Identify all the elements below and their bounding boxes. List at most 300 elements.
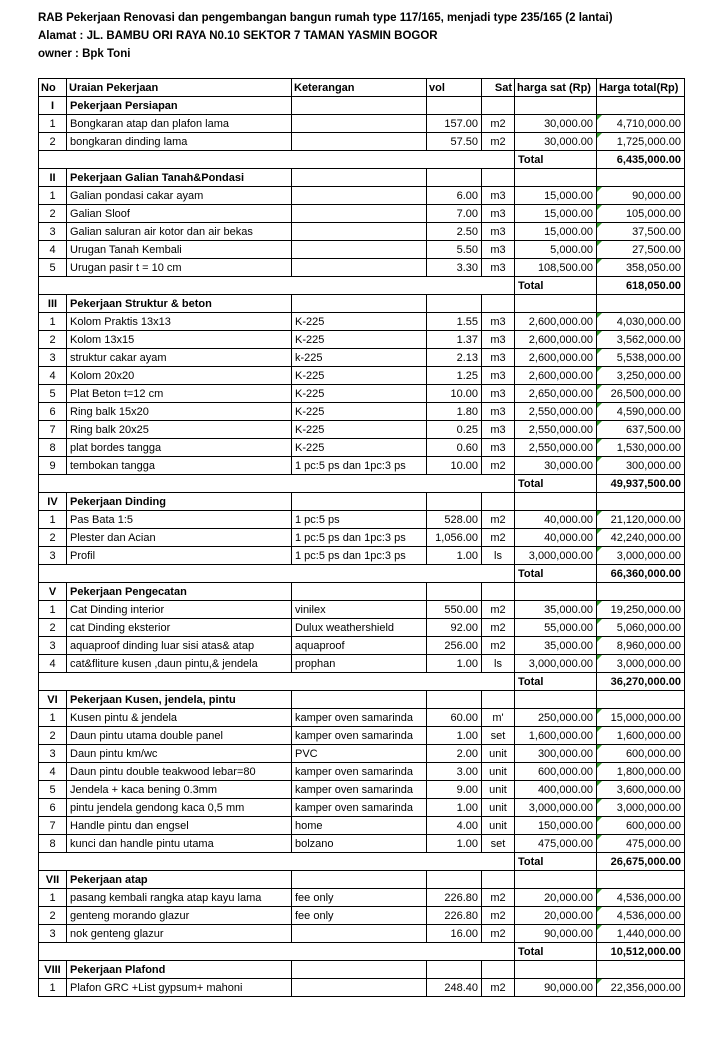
cell-harga-total [597, 349, 685, 367]
harga-total-text: 15,000,000.00 [610, 711, 681, 724]
cell-sat: m2 [482, 907, 515, 925]
cell-keterangan [292, 979, 427, 997]
cell-harga-total [597, 763, 685, 781]
excel-error-marker-icon [597, 223, 602, 228]
harga-total-text: 4,710,000.00 [616, 117, 681, 130]
cell-keterangan: 1 pc:5 ps dan 1pc:3 ps [292, 547, 427, 565]
cell-vol: 1,056.00 [427, 529, 482, 547]
cell-vol: 226.80 [427, 907, 482, 925]
section-numeral: VII [39, 871, 67, 889]
section-empty-cell [515, 97, 597, 115]
section-empty-cell [597, 295, 685, 313]
section-numeral: III [39, 295, 67, 313]
cell-harga-total [597, 259, 685, 277]
total-label-cell: Total [515, 151, 597, 169]
item-row [39, 439, 685, 457]
cell-sat: m' [482, 709, 515, 727]
cell-vol: 1.00 [427, 835, 482, 853]
excel-error-marker-icon [597, 187, 602, 192]
section-empty-cell [292, 493, 427, 511]
item-row [39, 259, 685, 277]
section-numeral: II [39, 169, 67, 187]
excel-error-marker-icon [597, 763, 602, 768]
section-empty-cell [482, 169, 515, 187]
section-title: Pekerjaan Struktur & beton [67, 295, 292, 313]
excel-error-marker-icon [597, 439, 602, 444]
cell-keterangan: bolzano [292, 835, 427, 853]
cell-uraian: aquaproof dinding luar sisi atas& atap [67, 637, 292, 655]
cell-uraian: Kolom 20x20 [67, 367, 292, 385]
cell-no: 1 [39, 187, 67, 205]
cell-sat: m3 [482, 259, 515, 277]
item-row [39, 889, 685, 907]
cell-uraian: Plat Beton t=12 cm [67, 385, 292, 403]
section-total-row [39, 943, 685, 961]
cell-no: 3 [39, 349, 67, 367]
cell-vol: 1.00 [427, 547, 482, 565]
cell-no: 1 [39, 889, 67, 907]
column-header-vol: vol [427, 79, 482, 97]
cell-harga-sat: 40,000.00 [515, 529, 597, 547]
section-empty-cell [427, 961, 482, 979]
cell-vol: 10.00 [427, 385, 482, 403]
cell-uraian: cat Dinding eksterior [67, 619, 292, 637]
cell-uraian: Handle pintu dan engsel [67, 817, 292, 835]
cell-uraian: Kolom 13x15 [67, 331, 292, 349]
section-header-row [39, 169, 685, 187]
cell-vol: 1.00 [427, 799, 482, 817]
cell-harga-sat: 20,000.00 [515, 889, 597, 907]
section-total-row [39, 475, 685, 493]
section-empty-cell [597, 583, 685, 601]
cell-harga-total [597, 367, 685, 385]
cell-vol: 0.25 [427, 421, 482, 439]
cell-harga-total [597, 133, 685, 151]
cell-vol: 3.00 [427, 763, 482, 781]
cell-vol: 4.00 [427, 817, 482, 835]
section-empty-cell [515, 169, 597, 187]
cell-keterangan: 1 pc:5 ps dan 1pc:3 ps [292, 457, 427, 475]
harga-total-text: 1,800,000.00 [616, 765, 681, 778]
harga-total-text: 42,240,000.00 [610, 531, 681, 544]
cell-no: 5 [39, 781, 67, 799]
total-value-cell: 10,512,000.00 [597, 943, 685, 961]
cell-sat: unit [482, 817, 515, 835]
cell-sat: m3 [482, 205, 515, 223]
section-empty-cell [292, 961, 427, 979]
section-empty-cell [292, 871, 427, 889]
total-value-cell: 66,360,000.00 [597, 565, 685, 583]
harga-total-text: 3,562,000.00 [616, 333, 681, 346]
cell-harga-total [597, 619, 685, 637]
cell-harga-sat: 300,000.00 [515, 745, 597, 763]
cell-vol: 1.25 [427, 367, 482, 385]
item-row [39, 331, 685, 349]
cell-harga-total [597, 655, 685, 673]
cell-harga-total [597, 925, 685, 943]
cell-uraian: Bongkaran atap dan plafon lama [67, 115, 292, 133]
harga-total-text: 27,500.00 [632, 243, 681, 256]
harga-total-text: 22,356,000.00 [610, 981, 681, 994]
harga-total-text: 90,000.00 [632, 189, 681, 202]
cell-harga-total [597, 313, 685, 331]
cell-no: 6 [39, 799, 67, 817]
cell-sat: unit [482, 763, 515, 781]
item-row [39, 205, 685, 223]
cell-keterangan [292, 223, 427, 241]
item-row [39, 529, 685, 547]
excel-error-marker-icon [597, 403, 602, 408]
cell-sat: m3 [482, 385, 515, 403]
cell-keterangan: kamper oven samarinda [292, 781, 427, 799]
excel-error-marker-icon [597, 781, 602, 786]
cell-harga-total [597, 907, 685, 925]
section-title: Pekerjaan Persiapan [67, 97, 292, 115]
cell-harga-total [597, 817, 685, 835]
item-row [39, 511, 685, 529]
cell-harga-sat: 2,550,000.00 [515, 403, 597, 421]
harga-total-text: 5,538,000.00 [616, 351, 681, 364]
excel-error-marker-icon [597, 133, 602, 138]
cell-keterangan: k-225 [292, 349, 427, 367]
cell-vol: 1.55 [427, 313, 482, 331]
cell-keterangan: K-225 [292, 367, 427, 385]
section-empty-cell [482, 871, 515, 889]
column-header-harga-sat: harga sat (Rp) [515, 79, 597, 97]
cell-no: 3 [39, 223, 67, 241]
cell-vol: 1.37 [427, 331, 482, 349]
cell-harga-total [597, 889, 685, 907]
cell-vol: 2.13 [427, 349, 482, 367]
excel-error-marker-icon [597, 979, 602, 984]
harga-total-text: 1,530,000.00 [616, 441, 681, 454]
cell-no: 2 [39, 133, 67, 151]
cell-no: 1 [39, 979, 67, 997]
section-empty-cell [597, 493, 685, 511]
cell-harga-total [597, 205, 685, 223]
section-empty-cell [597, 691, 685, 709]
harga-total-text: 3,000,000.00 [616, 657, 681, 670]
harga-total-text: 3,000,000.00 [616, 801, 681, 814]
section-empty-cell [482, 961, 515, 979]
section-header-row [39, 295, 685, 313]
section-empty-cell [427, 97, 482, 115]
item-row [39, 655, 685, 673]
cell-keterangan: 1 pc:5 ps dan 1pc:3 ps [292, 529, 427, 547]
excel-error-marker-icon [597, 331, 602, 336]
cell-sat: ls [482, 547, 515, 565]
excel-error-marker-icon [597, 367, 602, 372]
excel-error-marker-icon [597, 529, 602, 534]
total-label-cell: Total [515, 853, 597, 871]
excel-error-marker-icon [597, 457, 602, 462]
harga-total-text: 21,120,000.00 [610, 513, 681, 526]
cell-vol: 6.00 [427, 187, 482, 205]
cell-no: 1 [39, 511, 67, 529]
cell-harga-sat: 35,000.00 [515, 601, 597, 619]
cell-harga-sat: 15,000.00 [515, 187, 597, 205]
cell-harga-total [597, 799, 685, 817]
excel-error-marker-icon [597, 115, 602, 120]
cell-harga-total [597, 979, 685, 997]
cell-harga-total [597, 439, 685, 457]
excel-error-marker-icon [597, 709, 602, 714]
cell-harga-total [597, 601, 685, 619]
section-empty-cell [515, 295, 597, 313]
harga-total-text: 3,250,000.00 [616, 369, 681, 382]
excel-error-marker-icon [597, 655, 602, 660]
total-spacer-cell [39, 475, 515, 493]
column-header-uraian: Uraian Pekerjaan [67, 79, 292, 97]
cell-keterangan: K-225 [292, 385, 427, 403]
cell-uraian: plat bordes tangga [67, 439, 292, 457]
cell-sat: m3 [482, 187, 515, 205]
cell-no: 5 [39, 259, 67, 277]
cell-keterangan: kamper oven samarinda [292, 763, 427, 781]
total-value-cell: 36,270,000.00 [597, 673, 685, 691]
cell-sat: m2 [482, 889, 515, 907]
cell-no: 4 [39, 763, 67, 781]
section-empty-cell [515, 691, 597, 709]
excel-error-marker-icon [597, 817, 602, 822]
cell-harga-sat: 2,550,000.00 [515, 421, 597, 439]
cell-uraian: tembokan tangga [67, 457, 292, 475]
section-total-row [39, 565, 685, 583]
harga-total-text: 300,000.00 [625, 459, 681, 472]
cell-uraian: Galian Sloof [67, 205, 292, 223]
cell-harga-sat: 600,000.00 [515, 763, 597, 781]
section-total-row [39, 673, 685, 691]
section-empty-cell [292, 169, 427, 187]
harga-total-text: 1,440,000.00 [616, 927, 681, 940]
item-row [39, 349, 685, 367]
cell-uraian: Daun pintu utama double panel [67, 727, 292, 745]
cell-vol: 57.50 [427, 133, 482, 151]
section-empty-cell [482, 583, 515, 601]
item-row [39, 835, 685, 853]
section-empty-cell [515, 493, 597, 511]
total-label-cell: Total [515, 565, 597, 583]
cell-keterangan: aquaproof [292, 637, 427, 655]
excel-error-marker-icon [597, 835, 602, 840]
excel-error-marker-icon [597, 385, 602, 390]
cell-uraian: Daun pintu km/wc [67, 745, 292, 763]
cell-harga-total [597, 241, 685, 259]
harga-total-text: 5,060,000.00 [616, 621, 681, 634]
cell-harga-sat: 90,000.00 [515, 979, 597, 997]
cell-keterangan [292, 259, 427, 277]
section-empty-cell [482, 691, 515, 709]
cell-no: 3 [39, 637, 67, 655]
harga-total-text: 105,000.00 [625, 207, 681, 220]
cell-no: 8 [39, 835, 67, 853]
excel-error-marker-icon [597, 637, 602, 642]
cell-sat: m3 [482, 223, 515, 241]
excel-error-marker-icon [597, 601, 602, 606]
column-header-harga-total: Harga total(Rp) [597, 79, 685, 97]
column-header-sat: Sat [482, 79, 515, 97]
document-header [38, 9, 720, 63]
cell-harga-sat: 20,000.00 [515, 907, 597, 925]
item-row [39, 817, 685, 835]
cell-harga-sat: 40,000.00 [515, 511, 597, 529]
cell-vol: 1.00 [427, 727, 482, 745]
harga-total-text: 3,000,000.00 [616, 549, 681, 562]
cell-no: 4 [39, 241, 67, 259]
section-header-row [39, 961, 685, 979]
cell-vol: 256.00 [427, 637, 482, 655]
total-spacer-cell [39, 151, 515, 169]
section-empty-cell [515, 961, 597, 979]
cell-sat: m2 [482, 619, 515, 637]
cell-sat: unit [482, 781, 515, 799]
cell-harga-sat: 2,600,000.00 [515, 313, 597, 331]
cell-no: 4 [39, 367, 67, 385]
cell-keterangan [292, 925, 427, 943]
cell-vol: 3.30 [427, 259, 482, 277]
total-spacer-cell [39, 673, 515, 691]
table-body [39, 97, 685, 997]
cell-uraian: bongkaran dinding lama [67, 133, 292, 151]
cell-no: 9 [39, 457, 67, 475]
column-header-no: No [39, 79, 67, 97]
cell-keterangan: fee only [292, 889, 427, 907]
section-empty-cell [292, 97, 427, 115]
cell-uraian: Profil [67, 547, 292, 565]
harga-total-text: 637,500.00 [625, 423, 681, 436]
cell-keterangan: kamper oven samarinda [292, 709, 427, 727]
cell-uraian: Jendela + kaca bening 0.3mm [67, 781, 292, 799]
cell-no: 3 [39, 925, 67, 943]
cell-harga-sat: 250,000.00 [515, 709, 597, 727]
cell-harga-sat: 3,000,000.00 [515, 799, 597, 817]
cell-no: 1 [39, 709, 67, 727]
cell-vol: 248.40 [427, 979, 482, 997]
cell-harga-sat: 35,000.00 [515, 637, 597, 655]
cell-no: 1 [39, 115, 67, 133]
cell-no: 7 [39, 817, 67, 835]
section-empty-cell [427, 871, 482, 889]
total-spacer-cell [39, 277, 515, 295]
doc-address: Alamat : JL. BAMBU ORI RAYA N0.10 SEKTOR 7 TAMAN YASMIN BOGOR [38, 30, 438, 42]
item-row [39, 979, 685, 997]
section-empty-cell [597, 961, 685, 979]
excel-error-marker-icon [597, 421, 602, 426]
cell-sat: m2 [482, 601, 515, 619]
cell-keterangan: kamper oven samarinda [292, 727, 427, 745]
section-empty-cell [482, 97, 515, 115]
cell-harga-sat: 400,000.00 [515, 781, 597, 799]
cell-uraian: kunci dan handle pintu utama [67, 835, 292, 853]
cell-no: 2 [39, 727, 67, 745]
excel-error-marker-icon [597, 259, 602, 264]
cell-keterangan: Dulux weathershield [292, 619, 427, 637]
cell-harga-sat: 3,000,000.00 [515, 547, 597, 565]
section-empty-cell [427, 583, 482, 601]
cell-no: 1 [39, 313, 67, 331]
item-row [39, 799, 685, 817]
total-spacer-cell [39, 565, 515, 583]
harga-total-text: 475,000.00 [625, 837, 681, 850]
cell-no: 1 [39, 601, 67, 619]
total-label-cell: Total [515, 943, 597, 961]
cell-sat: m3 [482, 313, 515, 331]
cell-vol: 2.50 [427, 223, 482, 241]
cell-uraian: Urugan pasir t = 10 cm [67, 259, 292, 277]
excel-error-marker-icon [597, 547, 602, 552]
cell-harga-sat: 1,600,000.00 [515, 727, 597, 745]
item-row [39, 115, 685, 133]
cell-harga-total [597, 457, 685, 475]
item-row [39, 727, 685, 745]
total-value-cell: 49,937,500.00 [597, 475, 685, 493]
cell-uraian: struktur cakar ayam [67, 349, 292, 367]
cell-keterangan: PVC [292, 745, 427, 763]
cell-no: 6 [39, 403, 67, 421]
cell-uraian: genteng morando glazur [67, 907, 292, 925]
section-empty-cell [292, 583, 427, 601]
section-header-row [39, 583, 685, 601]
excel-error-marker-icon [597, 349, 602, 354]
cell-keterangan [292, 115, 427, 133]
cell-harga-sat: 55,000.00 [515, 619, 597, 637]
cell-sat: m3 [482, 349, 515, 367]
cell-uraian: Urugan Tanah Kembali [67, 241, 292, 259]
cell-sat: m3 [482, 331, 515, 349]
cell-harga-total [597, 781, 685, 799]
cell-vol: 226.80 [427, 889, 482, 907]
cell-sat: unit [482, 745, 515, 763]
cell-vol: 9.00 [427, 781, 482, 799]
cell-vol: 157.00 [427, 115, 482, 133]
cell-no: 3 [39, 547, 67, 565]
total-value-cell: 6,435,000.00 [597, 151, 685, 169]
section-title: Pekerjaan Kusen, jendela, pintu [67, 691, 292, 709]
total-spacer-cell [39, 853, 515, 871]
cell-uraian: pintu jendela gendong kaca 0,5 mm [67, 799, 292, 817]
cell-harga-sat: 2,550,000.00 [515, 439, 597, 457]
cell-uraian: Plafon GRC +List gypsum+ mahoni [67, 979, 292, 997]
harga-total-text: 37,500.00 [632, 225, 681, 238]
harga-total-text: 4,030,000.00 [616, 315, 681, 328]
cell-sat: m2 [482, 979, 515, 997]
cell-harga-total [597, 223, 685, 241]
cell-harga-sat: 15,000.00 [515, 205, 597, 223]
total-value-cell: 618,050.00 [597, 277, 685, 295]
cell-sat: m3 [482, 367, 515, 385]
cell-harga-sat: 2,650,000.00 [515, 385, 597, 403]
cell-vol: 7.00 [427, 205, 482, 223]
item-row [39, 403, 685, 421]
section-header-row [39, 871, 685, 889]
cell-vol: 1.00 [427, 655, 482, 673]
cell-sat: m3 [482, 421, 515, 439]
cell-uraian: Ring balk 15x20 [67, 403, 292, 421]
harga-total-text: 3,600,000.00 [616, 783, 681, 796]
section-numeral: IV [39, 493, 67, 511]
section-empty-cell [597, 871, 685, 889]
excel-error-marker-icon [597, 727, 602, 732]
cell-keterangan: K-225 [292, 331, 427, 349]
cell-keterangan: K-225 [292, 313, 427, 331]
harga-total-text: 4,536,000.00 [616, 909, 681, 922]
cell-sat: m3 [482, 439, 515, 457]
item-row [39, 367, 685, 385]
item-row [39, 241, 685, 259]
section-numeral: VI [39, 691, 67, 709]
cell-harga-sat: 30,000.00 [515, 115, 597, 133]
cell-vol: 16.00 [427, 925, 482, 943]
